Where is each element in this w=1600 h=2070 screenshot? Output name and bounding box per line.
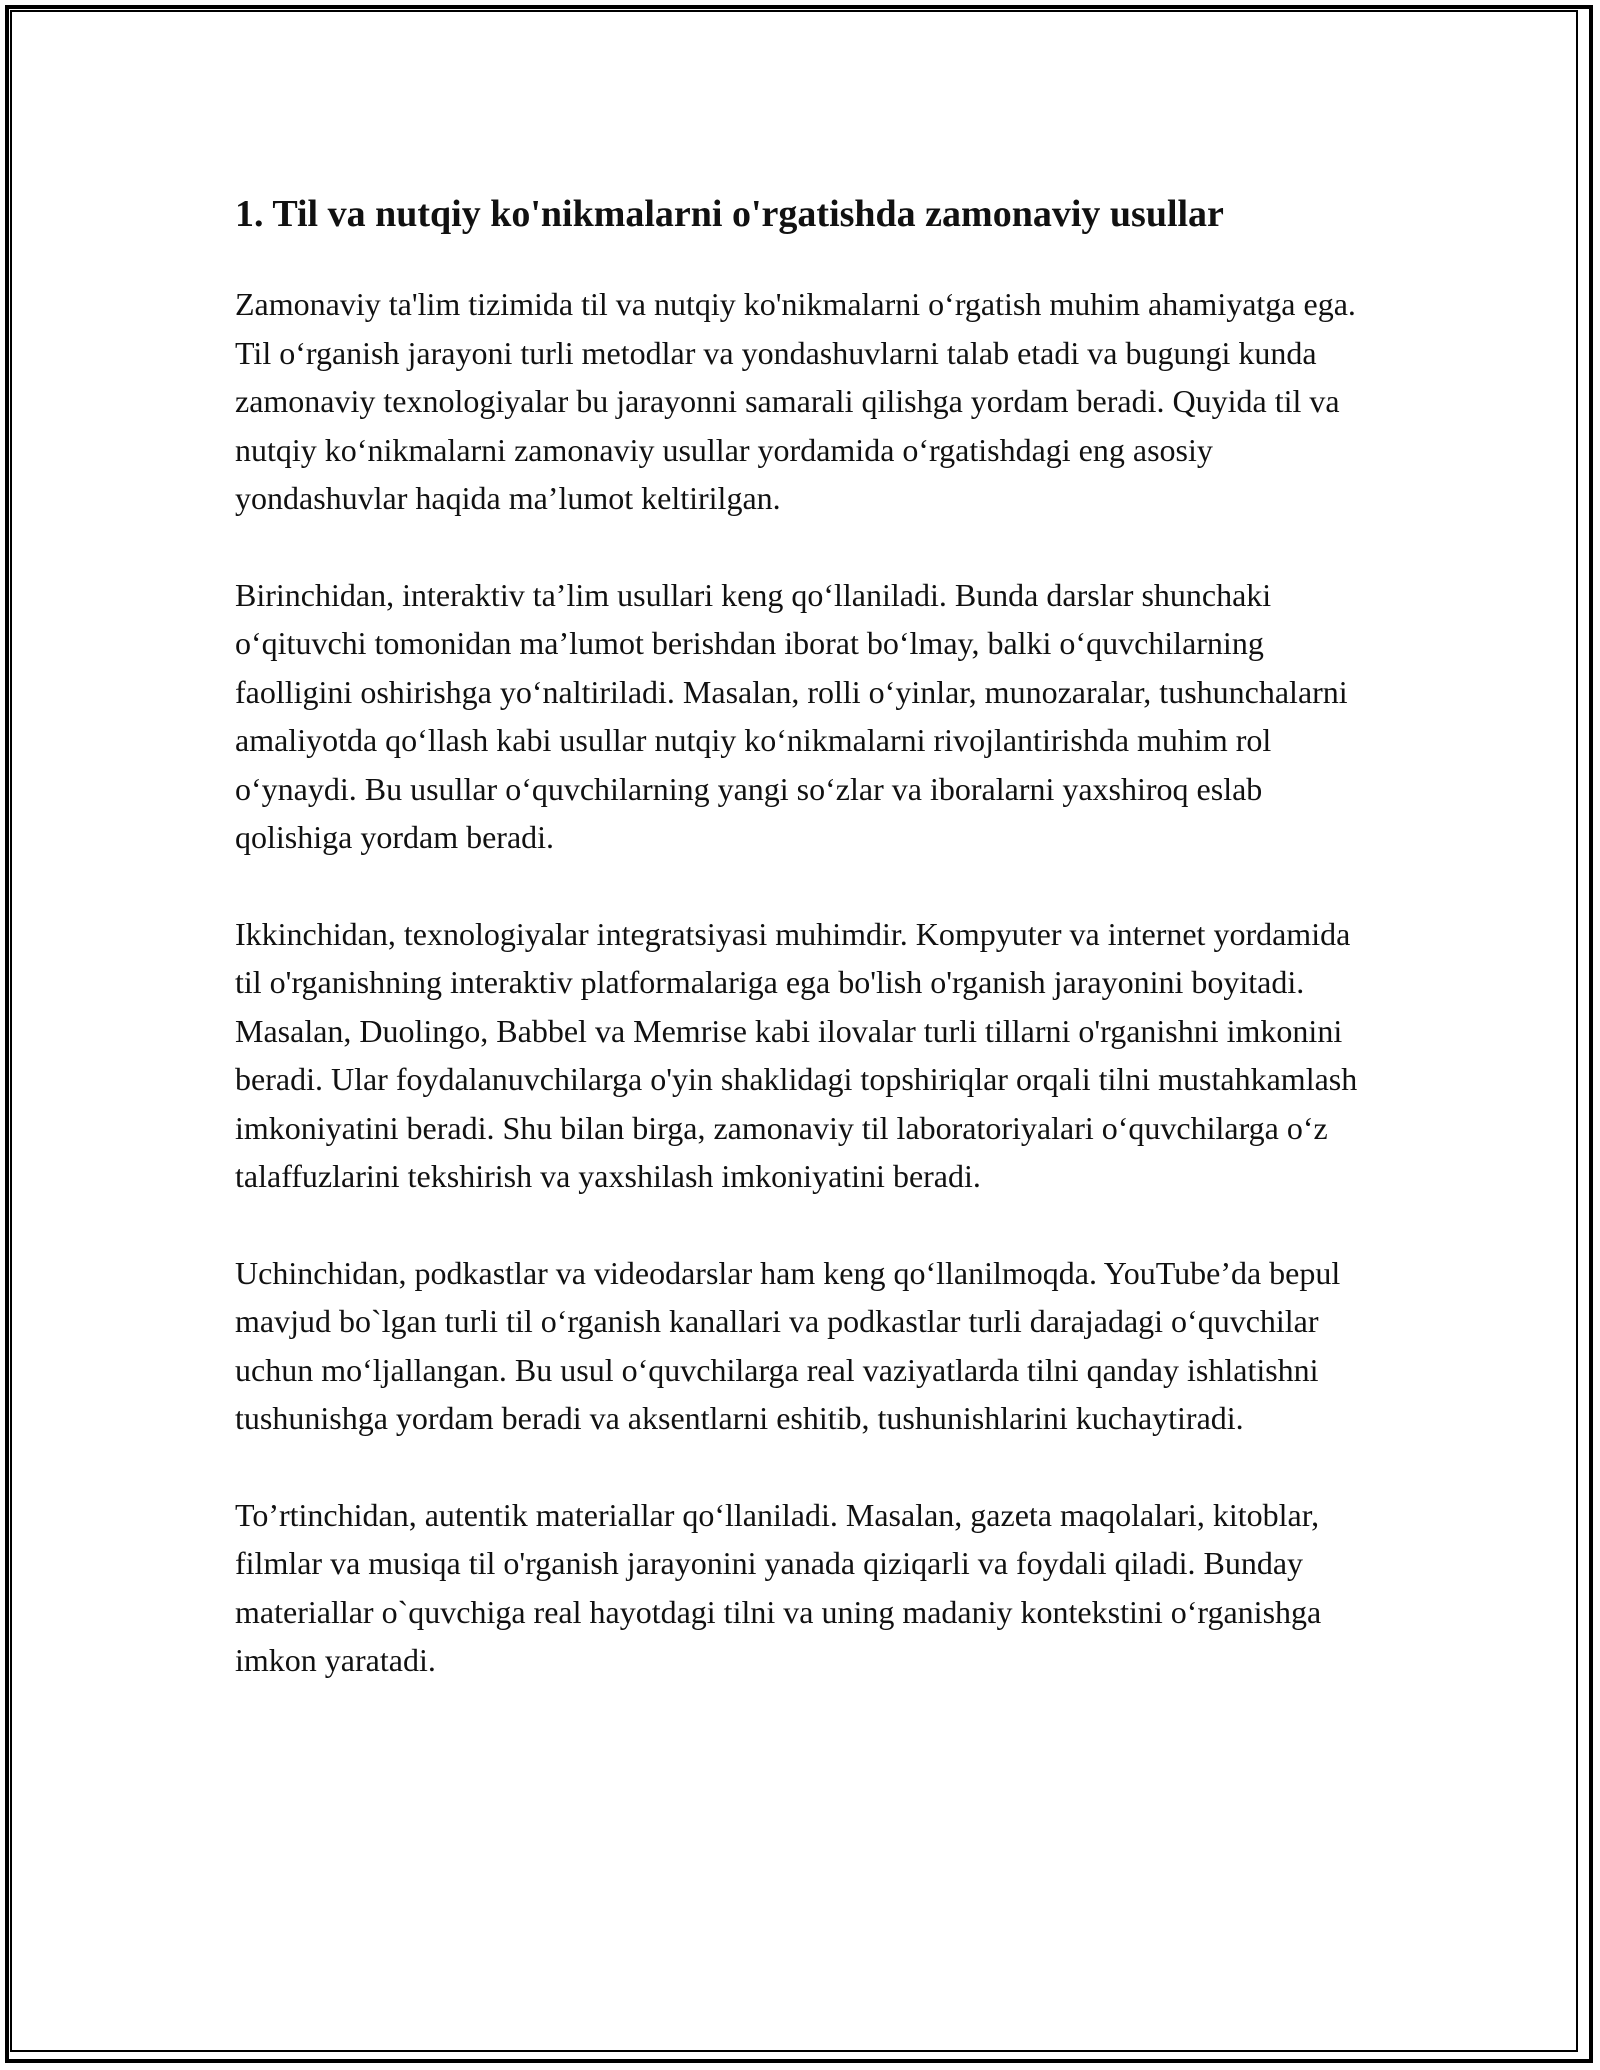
paragraph-fourth: To’rtinchidan, autentik materiallar qo‘llaniladi. Masalan, gazeta maqolalari, kitoblar, filmlar va musiqa til o'rganish jarayonini yanada qiziqarli va foydali qiladi. Bunday materiallar o`quvchiga real hayotdagi tilni va uning madaniy kontekstini o‘rganishga imkon yaratadi. — [235, 1496, 1322, 1678]
paragraph-second: Ikkinchidan, texnologiyalar integratsiyasi muhimdir. Kompyuter va internet yordamida til o'rganishning interaktiv platformalariga ega bo'lish o'rganish jarayonini boyitadi. Masalan, Duolingo, Babbel va Memrise kabi ilovalar turli tillarni o'rganishni imkonini beradi. Ular foydalanuvchilarga o'yin shaklidagi topshiriqlar orqali tilni mustahkamlash imkoniyatini beradi. Shu bilan birga, zamonaviy til laboratoriyalari o‘quvchilarga o‘z talaffuzlarini tekshirish va yaxshilash imkoniyatini beradi. — [235, 915, 1358, 1194]
section-heading: 1. Til va nutqiy ko'nikmalarni o'rgatishda zamonaviy usullar — [235, 193, 1224, 235]
paragraph-third: Uchinchidan, podkastlar va videodarslar ham keng qo‘llanilmoqda. YouTube’da bepul mavjud bo`lgan turli til o‘rganish kanallari va podkastlar turli darajadagi o‘quvchilar uchun mo‘ljallangan. Bu usul o‘quvchilarga real vaziyatlarda tilni qanday ishlatishni tushunishga yordam beradi va aksentlarni eshitib, tushunishlarini kuchaytiradi. — [235, 1254, 1341, 1436]
paragraph-intro: Zamonaviy ta'lim tizimida til va nutqiy ko'nikmalarni o‘rgatish muhim ahamiyatga ega. Til o‘rganish jarayoni turli metodlar va yondashuvlarni talab etadi va bugungi kunda zamonaviy texnologiyalar bu jarayonni samarali qilishga yordam beradi. Quyida til va nutqiy ko‘nikmalarni zamonaviy usullar yordamida o‘rgatishdagi eng asosiy yondashuvlar haqida ma’lumot keltirilgan. — [235, 286, 1356, 516]
document-body — [235, 186, 1365, 1685]
paragraph-first: Birinchidan, interaktiv ta’lim usullari keng qo‘llaniladi. Bunda darslar shunchaki o‘qituvchi tomonidan ma’lumot berishdan iborat bo‘lmay, balki o‘quvchilarning faolligini oshirishga yo‘naltiriladi. Masalan, rolli o‘yinlar, munozaralar, tushunchalarni amaliyotda qo‘llash kabi usullar nutqiy ko‘nikmalarni rivojlantirishda muhim rol o‘ynaydi. Bu usullar o‘quvchilarning yangi so‘zlar va iboralarni yaxshiroq eslab qolishiga yordam beradi. — [235, 576, 1348, 855]
